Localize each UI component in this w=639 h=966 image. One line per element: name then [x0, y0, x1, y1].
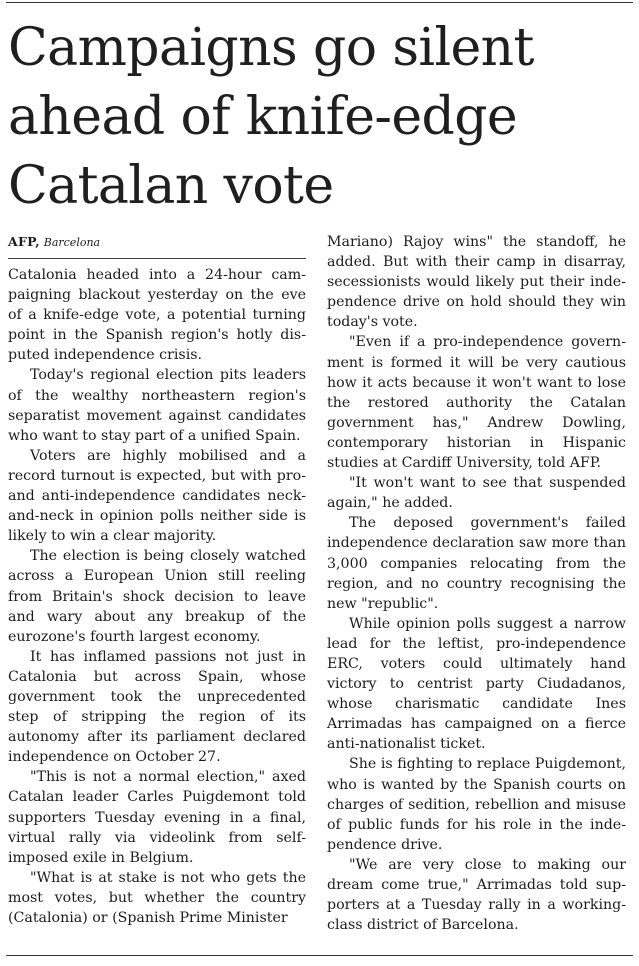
bottom-rule [6, 955, 633, 956]
paragraph: While opinion polls suggest a narrow lead for the leftist, pro-independence ERC, voters could ultimately hand victory to centrist party Ciudadanos, whose charismatic candidate Ines Arrimadas has campaigned on a fierce anti-nationalist ticket. [327, 615, 626, 753]
paragraph: It has inflamed passions not just in Catalonia but across Spain, whose government took the unprecedented step of stripping the region of its autonomy after its parliament declared independence on October 27. [8, 648, 306, 766]
byline [8, 232, 306, 260]
paragraph: Mariano) Rajoy wins" the standoff, he added. But with their camp in disarray, secessionists would likely put their independence drive on hold should they win today's vote. [327, 234, 626, 331]
paragraph: "It won't want to see that suspended again," he added. [327, 475, 626, 512]
left-column [8, 232, 306, 928]
paragraph: She is fighting to replace Puigdemont, who is wanted by the Spanish courts on charges of sedition, rebellion and misuse of public funds for his role in the independence drive. [327, 756, 626, 853]
paragraph: "What is at stake is not who gets the most votes, but whether the country (Catalonia) or (Spanish Prime Minister [8, 869, 306, 926]
headline: Campaigns go silent ahead of knife-edge Catalan vote [8, 18, 534, 216]
byline-rule [8, 258, 306, 259]
paragraph: "This is not a normal election," axed Catalan leader Carles Puigdemont told supporters Tuesday evening in a final, virtual rally via videolink from self-imposed exile in Belgium. [8, 769, 306, 866]
top-rule [6, 2, 633, 3]
byline-agency: AFP, [8, 234, 40, 249]
byline-place: Barcelona [43, 236, 101, 249]
paragraph: Today's regional election pits leaders of the wealthy northeastern region's separatist movement against candidates who want to stay part of a unified Spain. [8, 367, 306, 444]
paragraph: "We are very close to making our dream come true," Arrimadas told supporters at a Tuesday rally in a working-class district of Barcelona. [327, 856, 626, 934]
paragraph: The deposed government's failed independence declaration saw more than 3,000 companies relocating from the region, and no country recognising the new "republic". [327, 515, 626, 612]
right-column [327, 232, 626, 935]
paragraph: The election is being closely watched across a European Union still reeling from Britain's shock decision to leave and wary about any breakup of the eurozone's fourth largest economy. [8, 548, 306, 645]
paragraph: "Even if a pro-independence government is formed it will be very cautious how it acts because it won't want to lose the restored authority the Catalan government has," Andrew Dowling, contemporary historian in Hispanic studies at Cardiff University, told AFP. [327, 334, 626, 472]
paragraph: Catalonia headed into a 24-hour campaigning blackout yesterday on the eve of a knife-edge vote, a potential turning point in the Spanish region's hotly disputed independence crisis. [8, 267, 306, 364]
paragraph: Voters are highly mobilised and a record turnout is expected, but with pro- and anti-independence candidates neck-and-neck in opinion polls neither side is likely to win a clear majority. [8, 447, 306, 545]
